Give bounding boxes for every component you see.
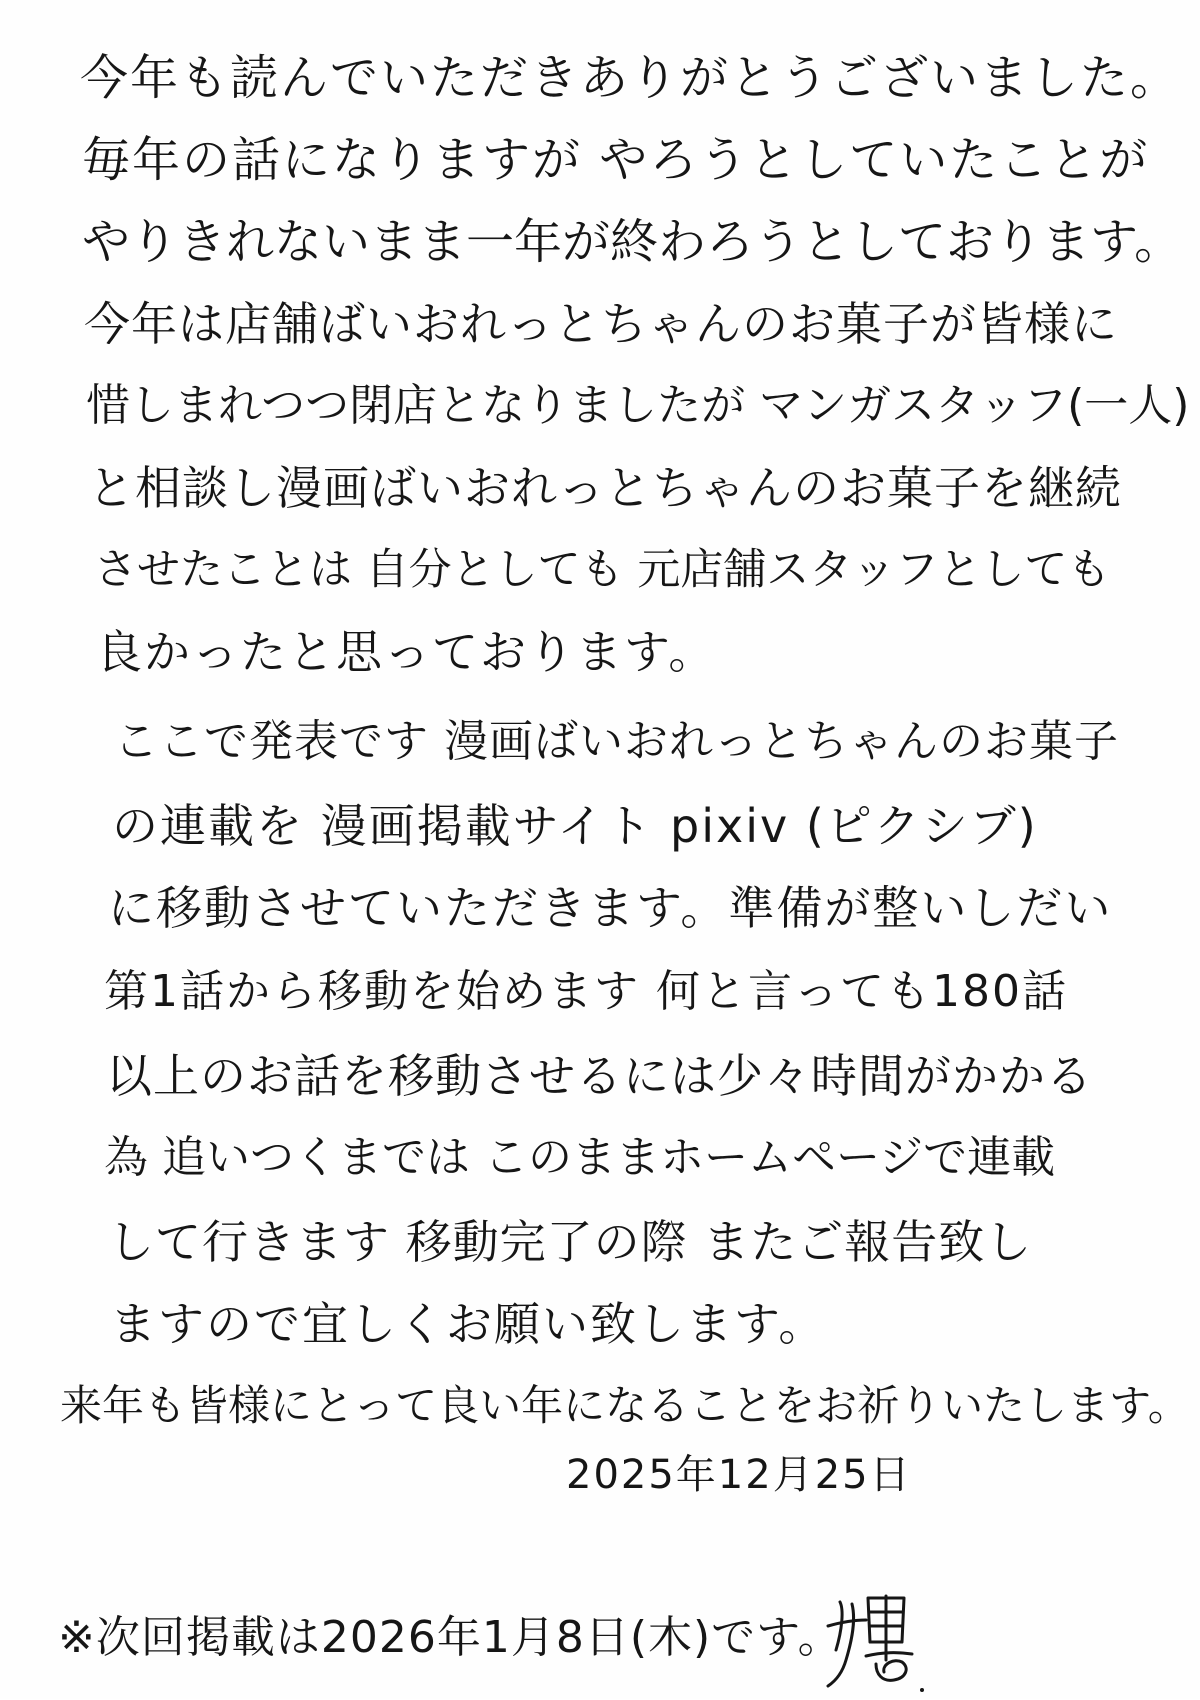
letter-line-13: 以上のお話を移動させるには少々時間がかかる (106, 1049, 1093, 1103)
letter-line-8: 良かったと思っております。 (96, 625, 717, 679)
letter-line-16: ますので宜しくお願い致します。 (110, 1297, 827, 1351)
letter-line-6: と相談し漫画ばいおれっとちゃんのお菓子を継続 (88, 461, 1122, 515)
letter-line-9: ここで発表です 漫画ばいおれっとちゃんのお菓子 (114, 716, 1119, 767)
handwritten-signature (822, 1590, 942, 1700)
letter-line-17: 来年も皆様にとって良い年になることをお祈りいたします。 (60, 1381, 1190, 1430)
letter-line-2: 毎年の話になりますが やろうとしていたことが (82, 132, 1150, 188)
letter-line-10: の連載を 漫画掲載サイト pixiv (ピクシブ) (112, 799, 1038, 853)
letter-line-1: 今年も読んでいただきありがとうございました。 (80, 50, 1181, 106)
letter-line-11: に移動させていただきます。準備が整いしだい (108, 881, 1113, 935)
letter-date: 2025年12月25日 (566, 1452, 912, 1498)
letter-line-4: 今年は店舗ばいおれっとちゃんのお菓子が皆様に (84, 297, 1118, 351)
letter-line-12: 第1話から移動を始めます 何と言っても180話 (104, 966, 1068, 1017)
letter-line-15: して行きます 移動完了の際 またご報告致し (108, 1215, 1033, 1269)
letter-line-7: させたことは 自分としても 元店舗スタッフとしても (94, 545, 1111, 595)
letter-line-3: やりきれないまま一年が終わろうとしております。 (82, 214, 1183, 270)
letter-line-5: 惜しまれつつ閉店となりましたが マンガスタッフ(一人) (86, 380, 1190, 431)
letter-line-14: 為 追いつくまでは このままホームページで連載 (104, 1132, 1056, 1183)
next-issue-note: ※次回掲載は2026年1月8日(木)です。 (58, 1612, 843, 1663)
